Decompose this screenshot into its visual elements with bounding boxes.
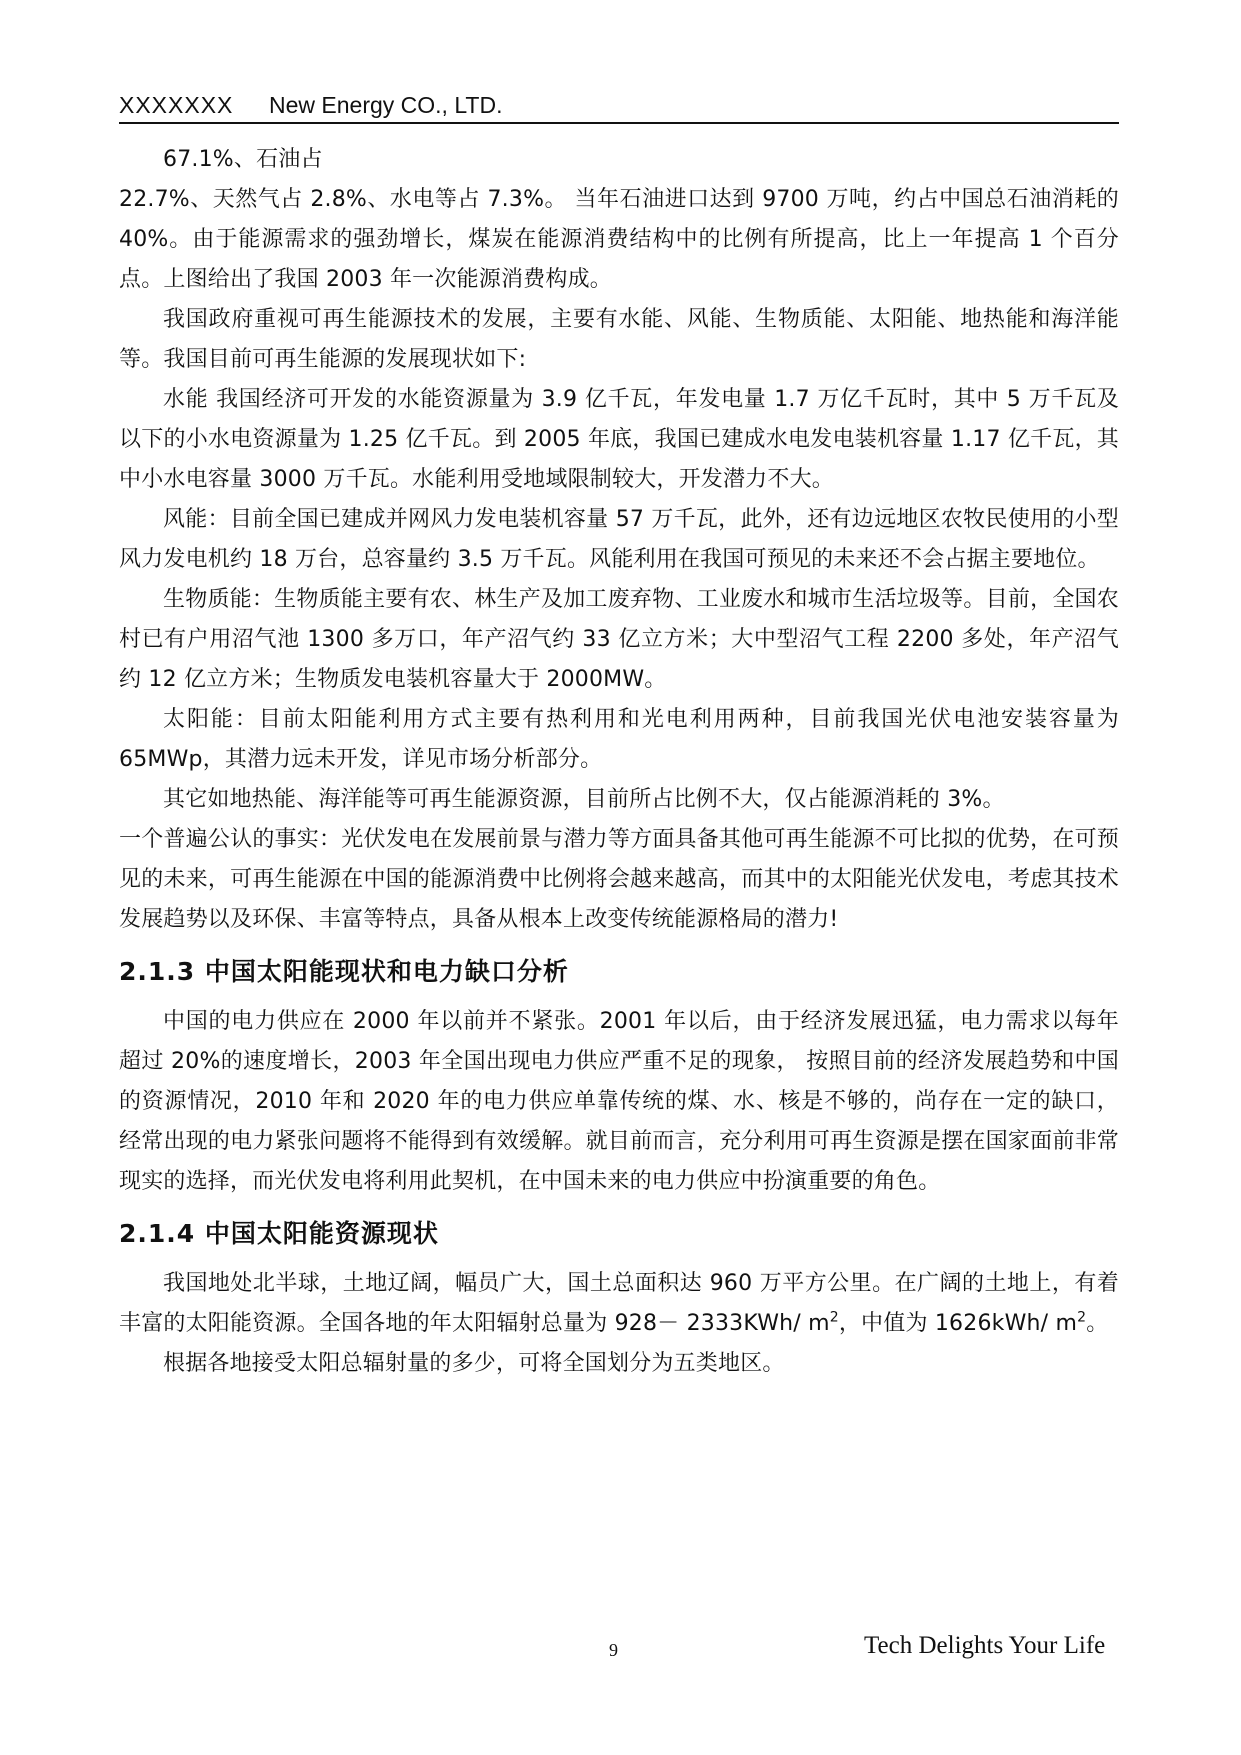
company-name: New Energy CO., LTD. [269, 92, 503, 118]
paragraph-biomass: 生物质能：生物质能主要有农、林生产及加工废弃物、工业废水和城市生活垃圾等。目前，全国农村已有户用沼气池 1300 多万口，年产沼气约 33 亿立方米；大中型沼气工程 2200 多处，年产沼气约 12 亿立方米；生物质发电装机容量大于 2000MW。 [119, 587, 1119, 692]
paragraph-pv-potential: 一个普遍公认的事实：光伏发电在发展前景与潜力等方面具备其他可再生能源不可比拟的优势，在可预见的未来，可再生能源在中国的能源消费中比例将会越来越高，而其中的太阳能光伏发电，考虑其技术发展趋势以及环保、丰富等特点，具备从根本上改变传统能源格局的潜力! [119, 827, 1119, 932]
paragraph-renewables-intro: 我国政府重视可再生能源技术的发展，主要有水能、风能、生物质能、太阳能、地热能和海洋能等。我国目前可再生能源的发展现状如下: [119, 307, 1119, 372]
section-heading-2-1-4: 2.1.4 中国太阳能资源现状 [119, 1219, 439, 1248]
solar-resources-text-a: 我国地处北半球，土地辽阔，幅员广大，国土总面积达 960 万平方公里。在广阔的土地上，有着丰富的太阳能资源。全国各地的年太阳辐射总量为 928－ 2333KWh/ m [119, 1271, 1119, 1336]
paragraph-other: 其它如地热能、海洋能等可再生能源资源，目前所占比例不大，仅占能源消耗的 3%。 [163, 787, 1005, 812]
paragraph-solar: 太阳能：目前太阳能利用方式主要有热利用和光电利用两种，目前我国光伏电池安装容量为 65MWp，其潜力远未开发，详见市场分析部分。 [119, 707, 1119, 772]
paragraph-wind: 风能：目前全国已建成并网风力发电装机容量 57 万千瓦，此外，还有边远地区农牧民使用的小型风力发电机约 18 万台，总容量约 3.5 万千瓦。风能利用在我国可预见的未来还不会占据主要地位。 [119, 507, 1119, 572]
paragraph-intro-fragment: 67.1%、石油占 [163, 147, 323, 172]
paragraph-hydro: 水能 我国经济可开发的水能资源量为 3.9 亿千瓦，年发电量 1.7 万亿千瓦时，其中 5 万千瓦及以下的小水电资源量为 1.25 亿千瓦。到 2005 年底，我国已建成水电发电装机容量 1.17 亿千瓦，其中小水电容量 3000 万千瓦。水能利用受地域限制较大，开发潜力不大。 [119, 387, 1119, 492]
page-number: 9 [609, 1640, 618, 1660]
footer-slogan: Tech Delights Your Life [864, 1632, 1106, 1659]
solar-resources-text-c: 。 [1086, 1311, 1109, 1336]
paragraph-five-regions: 根据各地接受太阳总辐射量的多少，可将全国划分为五类地区。 [163, 1351, 785, 1376]
section-heading-2-1-3: 2.1.3 中国太阳能现状和电力缺口分析 [119, 957, 569, 986]
company-code: XXXXXXX [119, 92, 234, 118]
superscript-2: 2 [829, 1309, 839, 1326]
page-content [119, 140, 1119, 1384]
paragraph-power-gap: 中国的电力供应在 2000 年以前并不紧张。2001 年以后，由于经济发展迅猛，电力需求以每年超过 20%的速度增长，2003 年全国出现电力供应严重不足的现象， 按照目前的经济发展趋势和中国的资源情况，2010 年和 2020 年的电力供应单靠传统的煤、水、核是不够的，尚存在一定的缺口，经常出现的电力紧张问题将不能得到有效缓解。就目前而言，充分利用可再生资源是摆在国家面前非常现实的选择，而光伏发电将利用此契机，在中国未来的电力供应中扮演重要的角色。 [119, 1009, 1119, 1194]
paragraph-solar-resources [119, 1264, 1119, 1344]
paragraph-energy-structure: 22.7%、天然气占 2.8%、水电等占 7.3%。 当年石油进口达到 9700 万吨，约占中国总石油消耗的 40%。由于能源需求的强劲增长，煤炭在能源消费结构中的比例有所提高，比上一年提高 1 个百分点。上图给出了我国 2003 年一次能源消费构成。 [119, 187, 1119, 292]
page-header [119, 88, 1119, 124]
superscript-2: 2 [1077, 1309, 1087, 1326]
solar-resources-text-b: ，中值为 1626kWh/ m [838, 1311, 1078, 1336]
